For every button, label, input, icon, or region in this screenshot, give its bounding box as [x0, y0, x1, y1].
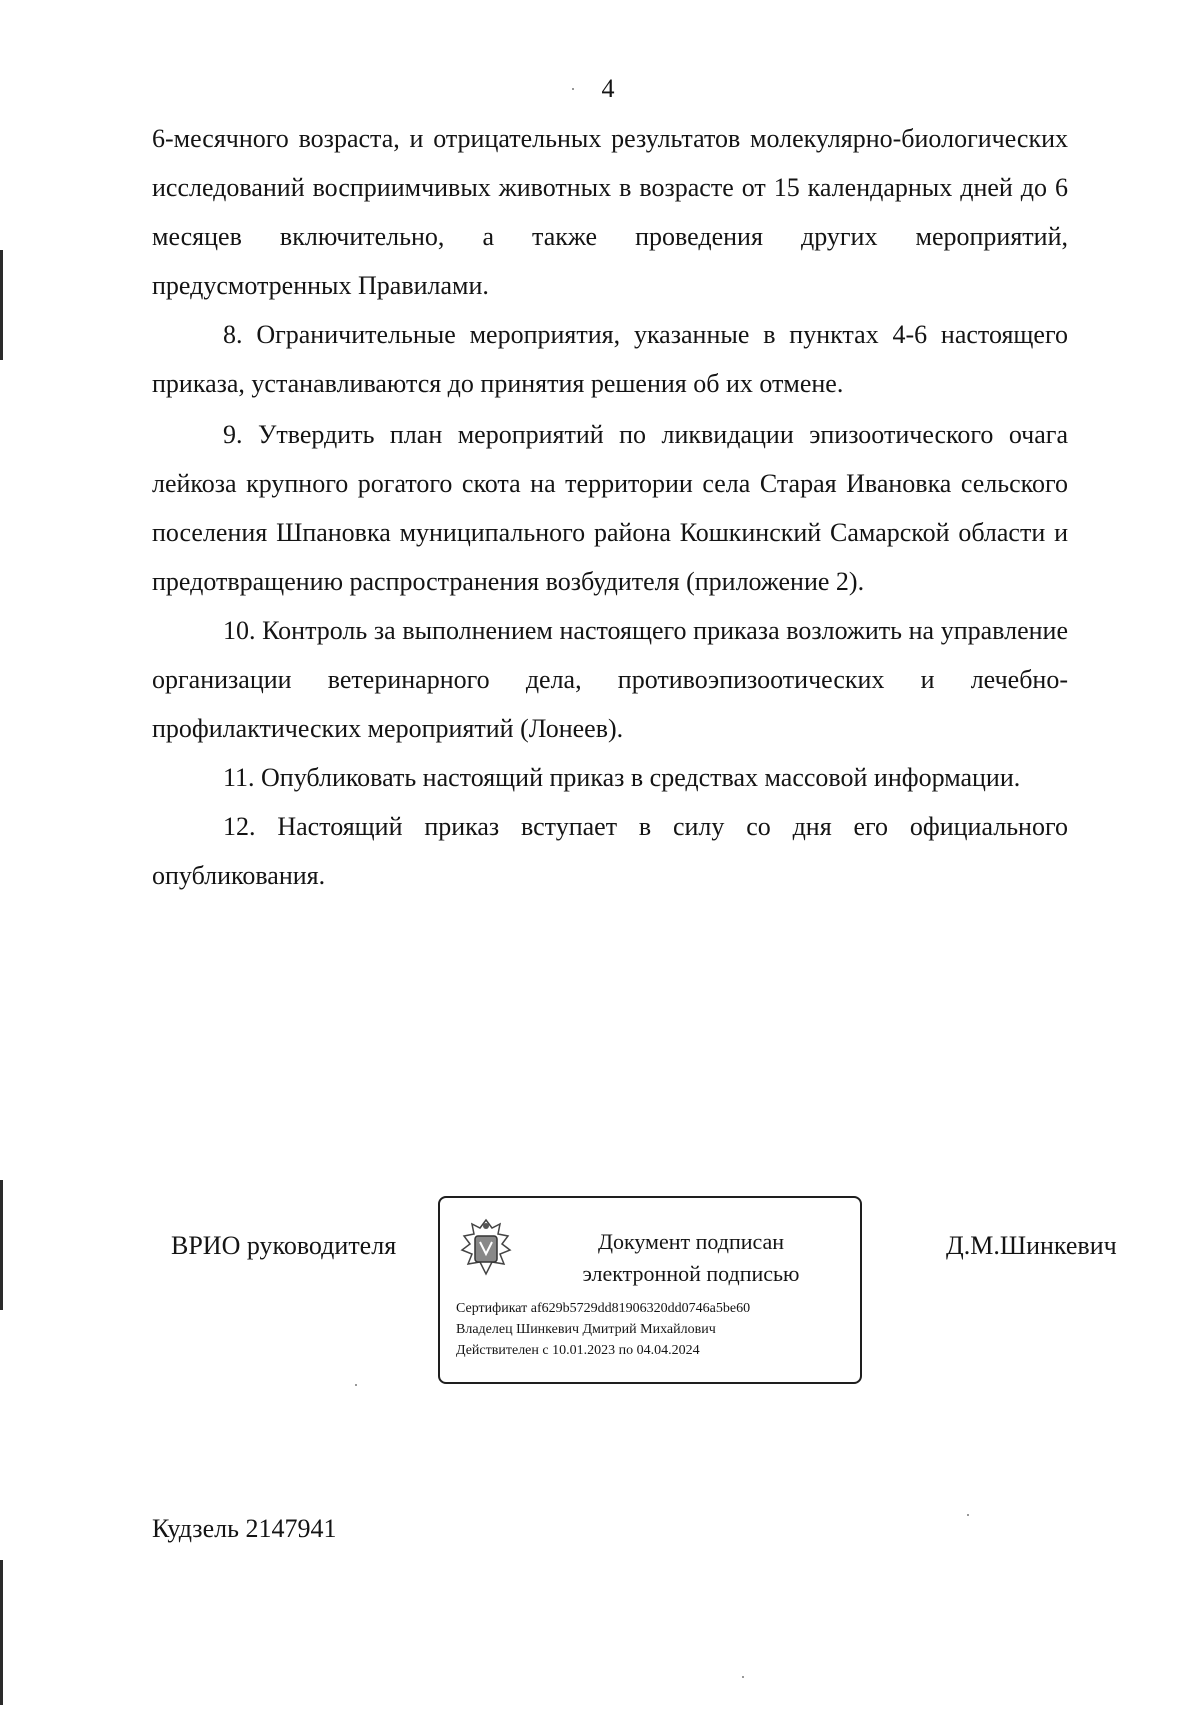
paragraph-12: 12. Настоящий приказ вступает в силу со дня его официального опубликования. — [152, 812, 1068, 890]
paragraph-9: 9. Утвердить план мероприятий по ликвидации эпизоотического очага лейкоза крупного рогатого скота на территории села Старая Ивановка сельского поселения Шпановка муниципального района Кошкинский Самарской области и предотвращению распространения возбудителя (приложение 2). — [152, 420, 1068, 596]
certificate-validity: Действителен с 10.01.2023 по 04.04.2024 — [456, 1343, 700, 1358]
stamp-title-line1: Документ подписан — [597, 1229, 785, 1254]
certificate-number: Сертификат af629b5729dd81906320dd0746a5be60 — [456, 1301, 751, 1316]
stamp-title-line2: электронной подписью — [582, 1261, 800, 1286]
paragraph-8: 8. Ограничительные мероприятия, указанные в пунктах 4-6 настоящего приказа, устанавливаются до принятия решения об их отмене. — [152, 320, 1068, 398]
stamp-title — [536, 1226, 846, 1290]
executor-note: Кудзель 2147941 — [152, 1514, 337, 1543]
scan-edge-mark — [0, 250, 3, 360]
scan-edge-mark — [0, 1560, 3, 1705]
scan-dot — [967, 1514, 969, 1516]
signatory-position: ВРИО руководителя — [171, 1231, 397, 1260]
scan-dot — [355, 1384, 357, 1386]
stamp-details — [456, 1298, 750, 1361]
paragraph-11: 11. Опубликовать настоящий приказ в средствах массовой информации. — [223, 763, 1021, 792]
certificate-owner: Владелец Шинкевич Дмитрий Михайлович — [456, 1322, 716, 1337]
signatory-name: Д.М.Шинкевич — [946, 1231, 1117, 1260]
coat-of-arms-icon — [456, 1216, 516, 1282]
scan-edge-mark — [0, 1180, 3, 1310]
paragraph-10: 10. Контроль за выполнением настоящего приказа возложить на управление организации ветеринарного дела, противоэпизоотических и лечебно-профилактических мероприятий (Лонеев). — [152, 616, 1068, 743]
page-number: 4 — [601, 74, 615, 103]
scan-dot — [742, 1676, 744, 1678]
electronic-signature-stamp — [438, 1196, 862, 1384]
paragraph-continuation: 6-месячного возраста, и отрицательных результатов молекулярно-биологических исследований восприимчивых животных в возрасте от 15 календарных дней до 6 месяцев включительно, а также проведения других мероприятий, предусмотренных Правилами. — [152, 124, 1068, 300]
document-body — [152, 114, 1068, 900]
